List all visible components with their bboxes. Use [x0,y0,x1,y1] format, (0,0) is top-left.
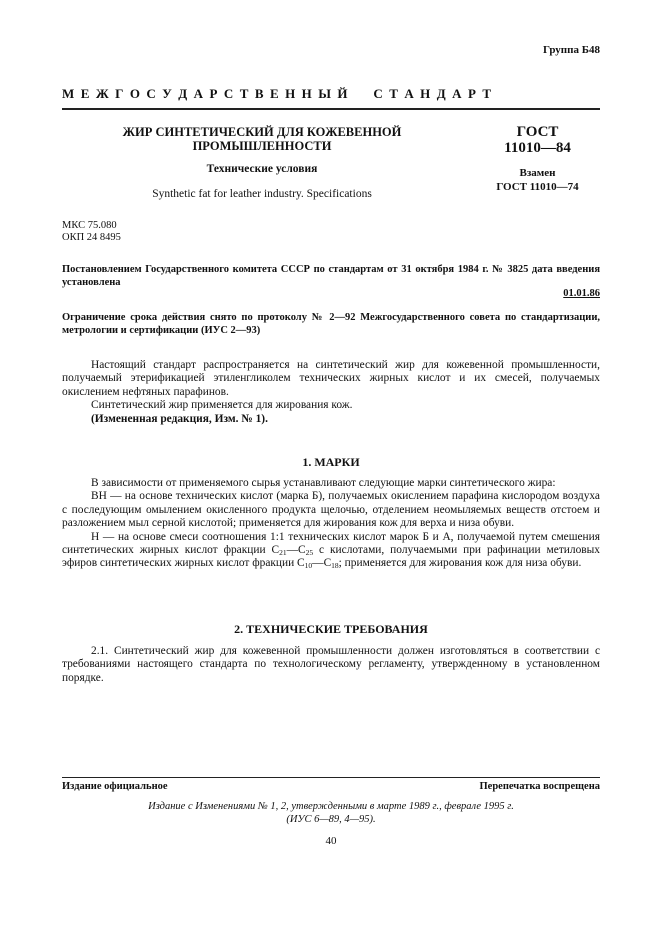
classification-codes [62,220,121,244]
title-line-1: ЖИР СИНТЕТИЧЕСКИЙ ДЛЯ КОЖЕВЕННОЙ [122,125,402,139]
section-2-paragraph-1: 2.1. Синтетический жир для кожевенной промышленности должен изготовляться в соответствии с требованиями настоящего стандарта по технологическому регламенту, утвержденному в установленном порядке. [62,645,600,684]
title-line-2: ПРОМЫШЛЕННОСТИ [192,139,332,153]
intro-paragraph-1: Настоящий стандарт распространяется на синтетический жир для кожевенной промышленности, получаемый этерификацией этиленгликолем технических жирных кислот и их смесей, получаемых окислением нефтяных парафинов. [62,359,600,398]
intro-text [62,359,600,426]
section-2-heading: 2. ТЕХНИЧЕСКИЕ ТРЕБОВАНИЯ [234,622,428,636]
p3-sub-4: 18 [331,561,339,571]
p3-part-a: Н — на основе смеси соотношения 1:1 технических кислот марок Б и А, получаемой путем смешения синтетических жирных кислот фракции С [62,530,600,557]
standard-banner: М Е Ж Г О С У Д А Р С Т В Е Н Н Ы Й С Т А Н Д А Р Т [62,86,493,101]
gost-block [470,124,605,156]
okp-code: ОКП 24 8495 [62,232,121,243]
p3-sub-2: 25 [305,548,314,558]
p3-part-d: —С [312,557,332,570]
p3-part-e: ; применяется для жирования кож для низа обуви. [338,557,582,570]
section-1-paragraph-1: В зависимости от применяемого сырья устанавливают следующие марки синтетического жира: [91,477,556,489]
p3-sub-3: 10 [304,561,313,571]
subtitle: Технические условия [206,163,318,175]
official-edition: Издание официальное [62,781,168,792]
section-1-heading: 1. МАРКИ [302,455,360,469]
page-number: 40 [325,835,337,847]
section-1-text [62,477,600,571]
mks-code: МКС 75.080 [62,220,117,231]
group-label: Группа Б48 [543,44,600,56]
replaces-standard: ГОСТ 11010—74 [496,180,579,193]
p3-part-b: —С [286,544,306,557]
banner-rule [62,108,600,110]
intro-amendment: (Измененная редакция, Изм. № 1). [91,412,268,425]
intro-date: 01.01.86 [563,288,600,299]
reprint-prohibited: Перепечатка воспрещена [479,781,600,792]
intro-paragraph-2: Синтетический жир применяется для жирования кож. [91,399,353,412]
decree: Постановлением Государственного комитета СССР по стандартам от 31 октября 1984 г. № 3825 дата введения установлена [62,264,600,288]
edition-line-1: Издание с Изменениями № 1, 2, утвержденными в марте 1989 г., феврале 1995 г. [148,801,514,812]
replaces-label: Взамен [519,167,556,179]
replaces-block [470,167,605,194]
gost-label: ГОСТ [516,124,559,140]
p3-part-c: с кислотами, получаемыми при рафинации метиловых эфиров синтетических жирных кислот фракции С [62,544,601,570]
section-1-paragraph-2: ВН — на основе технических кислот (марка Б), получаемых окислением парафина кислородом воздуха с последующим омылением окисленного продукта щелочью, отделением неомыляемых веществ отстоем и разложением мыл серной кислотой; применяется для жирования кож для верха и низа обуви. [62,490,600,530]
footer-rule [62,777,600,778]
p3-sub-1: 21 [279,548,287,558]
edition-note [62,801,600,826]
limitation-note: Ограничение срока действия снято по протоколу № 2—92 Межгосударственного совета по стандартизации, метрологии и сертификации (ИУС 2—93) [62,312,600,336]
section-1-paragraph-3 [62,531,600,571]
gost-number: 11010—84 [504,140,571,156]
title-block [62,125,462,153]
english-title: Synthetic fat for leather industry. Specifications [152,188,372,200]
edition-line-2: (ИУС 6—89, 4—95). [286,813,376,825]
section-2-text [62,645,600,685]
